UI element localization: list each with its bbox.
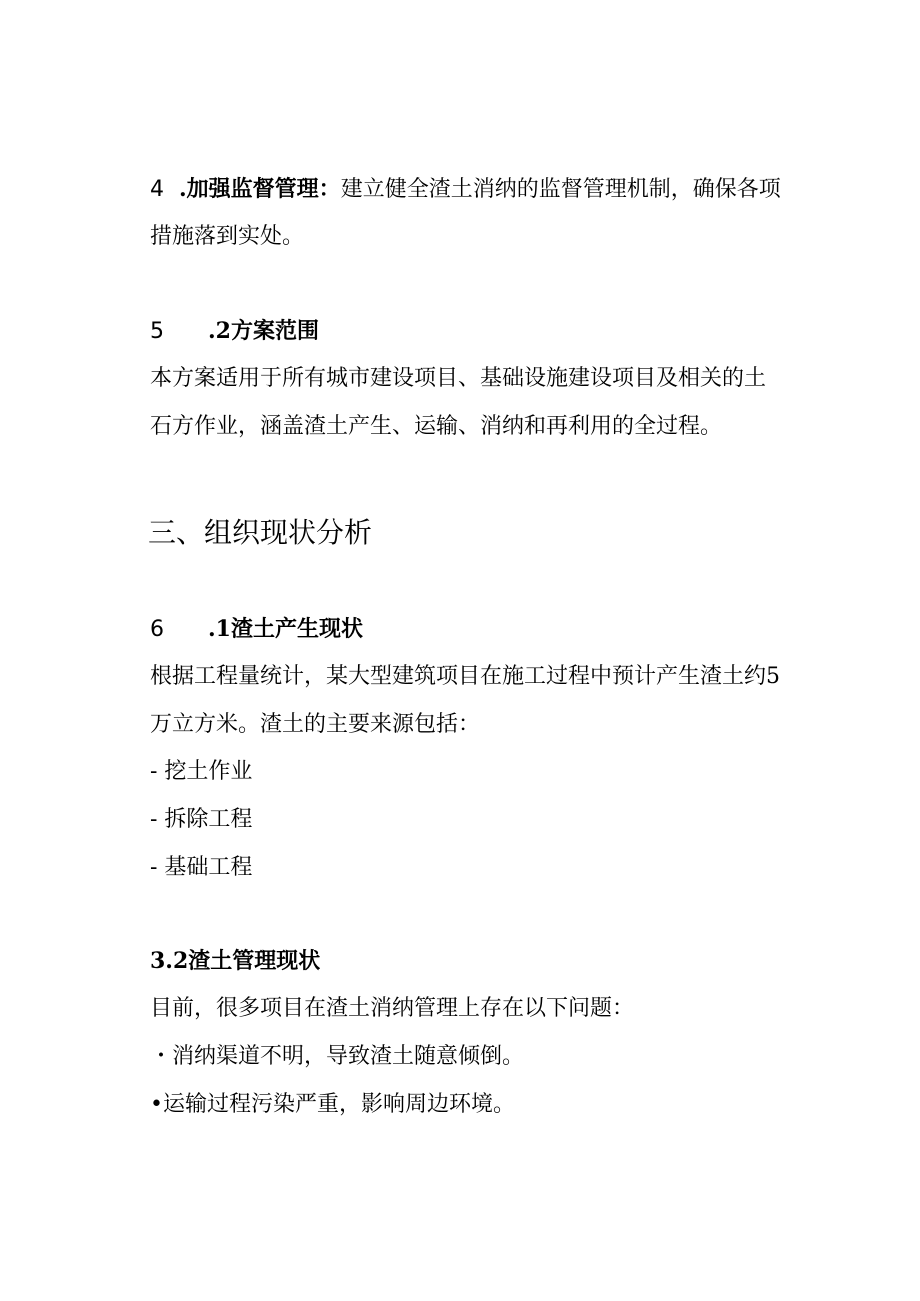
section52-heading: [150, 316, 319, 347]
section32-heading: 3.2渣土管理现状: [150, 948, 321, 974]
bullet-item: ・消纳渠道不明，导致渣土随意倾倒。: [150, 1044, 525, 1069]
bullet-item: •运输过程污染严重，影响周边环境。: [150, 1092, 515, 1117]
item4-line1: [150, 174, 781, 205]
item4-dot: .: [179, 176, 187, 202]
section61-body-line2: 万立方米。渣土的主要来源包括：: [150, 712, 481, 737]
list-item: - 拆除工程: [150, 807, 253, 832]
list-item: - 基础工程: [150, 855, 253, 880]
item4-line2: 措施落到实处。: [150, 224, 305, 249]
section52-number: 5: [150, 319, 164, 344]
section61-title: .1渣土产生现状: [208, 616, 363, 642]
item4-text: 建立健全渣土消纳的监督管理机制，确保各项: [340, 177, 781, 202]
chapter3-title: 三、组织现状分析: [148, 516, 373, 549]
item4-title: 加强监督管理：: [186, 176, 341, 202]
item4-number: 4: [150, 177, 164, 202]
list-item: - 挖土作业: [150, 759, 253, 784]
section52-body-line2: 石方作业，涵盖渣土产生、运输、消纳和再利用的全过程。: [150, 414, 723, 439]
section32-intro: 目前，很多项目在渣土消纳管理上存在以下问题：: [150, 996, 635, 1021]
section52-title: .2方案范围: [208, 318, 319, 344]
section52-body-line1: 本方案适用于所有城市建设项目、基础设施建设项目及相关的土: [150, 366, 767, 391]
section61-body-line1: 根据工程量统计，某大型建筑项目在施工过程中预计产生渣土约5: [150, 664, 780, 689]
section61-number: 6: [150, 617, 164, 642]
section61-heading: [150, 614, 363, 645]
